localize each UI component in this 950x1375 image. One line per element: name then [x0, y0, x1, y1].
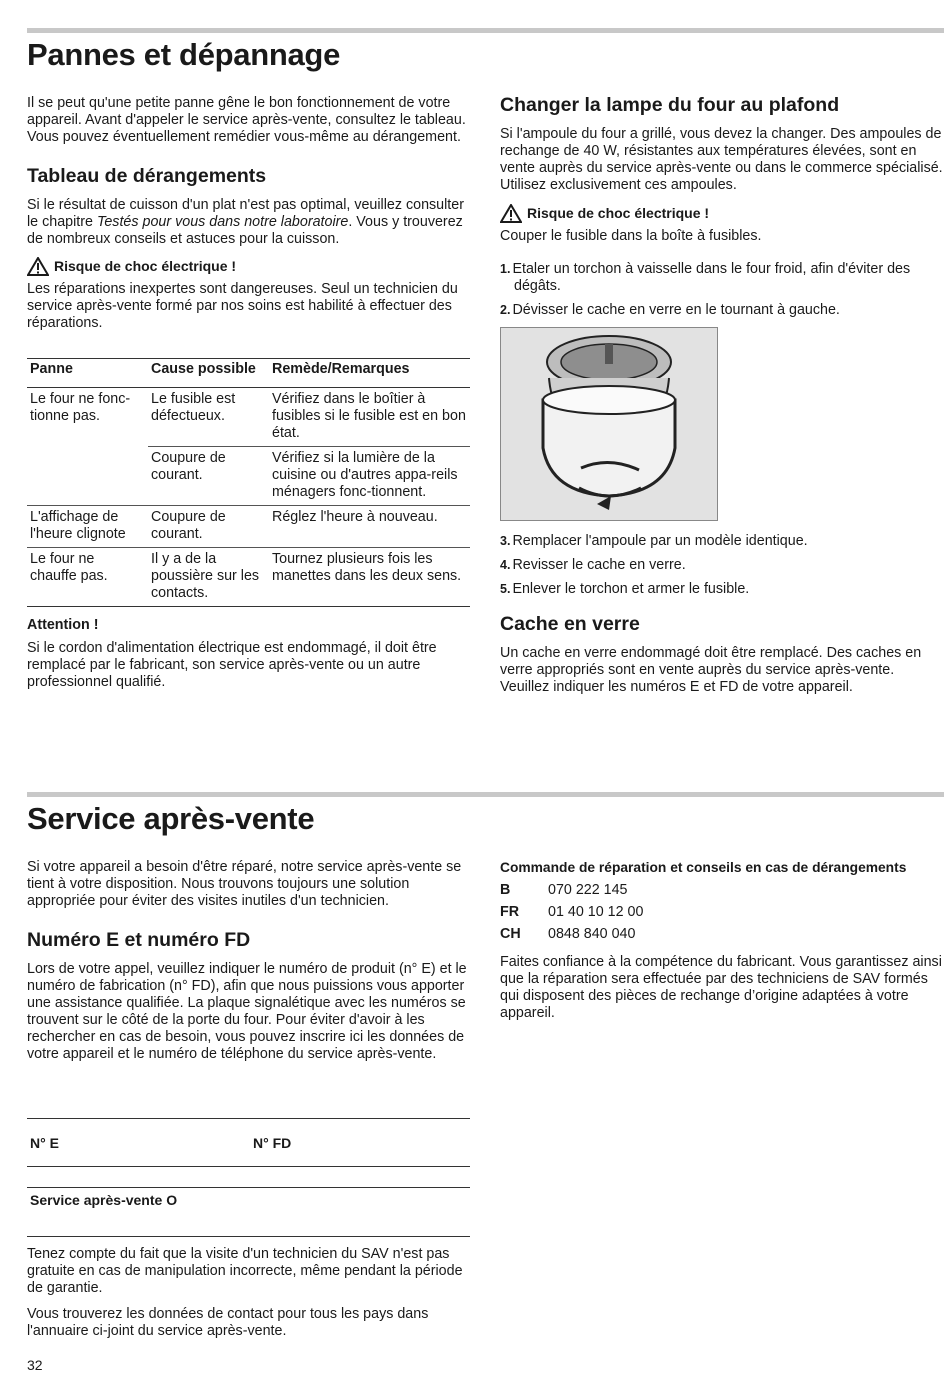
service-label: Service après-vente O — [30, 1192, 178, 1208]
form-line — [27, 1118, 470, 1119]
electric-warning — [27, 257, 472, 276]
attention-text: Si le cordon d'alimentation électrique est endommagé, il doit être remplacé par le fabricant, son service après-vente ou un autre professionnel qualifié. — [27, 640, 437, 690]
table-intro: Si le résultat de cuisson d'un plat n'est pas optimal, veuillez consulter le chapitre Testés pour vous dans notre laboratoire. Vous y trouverez de nombreux conseils et astuces pour la cuisson. — [27, 197, 464, 247]
table-cell: L'affichage de l'heure clignote — [27, 506, 148, 548]
list-item: 2. Dévisser le cache en verre en le tournant à gauche. — [500, 302, 840, 318]
table-cell: Vérifiez si la lumière de la cuisine ou d'autres appa-reils ménagers fonc-tionnent. — [269, 447, 470, 506]
table-row — [27, 548, 470, 607]
list-item: CH 0848 840 040 — [500, 926, 636, 942]
page-title: Pannes et dépannage — [27, 37, 341, 72]
section-divider — [27, 28, 944, 33]
fd-number-label: N° FD — [253, 1135, 292, 1151]
lamp-heading: Changer la lampe du four au plafond — [500, 94, 840, 116]
table-cell: Le four ne chauffe pas. — [27, 548, 148, 607]
service-intro: Si votre appareil a besoin d'être réparé, notre service après-vente se tient à votre disposition. Nous trouvons toujours une solution appropriée pour éviter des visites inutiles d'un technicien. — [27, 859, 462, 909]
trust-text: Faites confiance à la compétence du fabricant. Vous garantissez ainsi que la réparation sera effectuée par des techniciens de SAV formés qui disposent des pièces de rechange d’origine adaptées à votre appareil. — [500, 954, 942, 1021]
e-fd-text: Lors de votre appel, veuillez indiquer le numéro de produit (n° E) et le numéro de fabrication (n° FD), afin que nous puissions vous apporter une assistance qualifiée. La plaque signalétique avec les numéros se trouvent sur le côté de la porte du four. Pour éviter d'avoir à les rechercher en cas de besoin, vous pouvez inscrire ici les données de votre appareil et le numéro de téléphone du service après-vente. — [27, 961, 467, 1062]
list-item: FR 01 40 10 12 00 — [500, 904, 644, 920]
form-line — [27, 1187, 470, 1188]
table-cell: Le fusible est défectueux. — [151, 391, 236, 424]
table-cell — [27, 447, 148, 506]
table-row — [27, 388, 470, 447]
e-number-label: N° E — [30, 1135, 59, 1151]
warning-triangle-icon — [27, 257, 49, 276]
list-item: 1. Etaler un torchon à vaisselle dans le four froid, afin d'éviter des dégâts. — [500, 261, 911, 294]
list-item: 3. Remplacer l'ampoule par un modèle identique. — [500, 533, 808, 549]
table-cell: Vérifiez dans le boîtier à fusibles si le fusible est en bon état. — [272, 391, 466, 441]
e-fd-heading: Numéro E et numéro FD — [27, 929, 251, 951]
table-heading: Tableau de dérangements — [27, 165, 267, 187]
left-column-notes — [27, 1246, 472, 1349]
lamp-cover-image — [501, 328, 717, 520]
left-column — [27, 95, 472, 700]
steps-list — [500, 533, 944, 598]
contacts-heading: Commande de réparation et conseils en cas de dérangements — [500, 860, 907, 875]
table-row — [27, 447, 470, 506]
section-divider — [27, 792, 944, 797]
table-cell: Tournez plusieurs fois les manettes dans les deux sens. — [269, 548, 470, 607]
warning-label: Risque de choc électrique ! — [527, 205, 710, 221]
contact-note: Vous trouverez les données de contact pour tous les pays dans l'annuaire ci-joint du service après-vente. — [27, 1306, 429, 1339]
page-number: 32 — [27, 1357, 43, 1373]
warning-text: Les réparations inexpertes sont dangereuses. Seul un technicien du service après-vente formé par nos soins est habilité à effectuer des réparations. — [27, 281, 458, 331]
intro-paragraph: Il se peut qu'une petite panne gêne le bon fonctionnement de votre appareil. Avant d'appeler le service après-vente, consultez le tableau. Vous pouvez éventuellement remédier vous-même au dérangement. — [27, 95, 466, 145]
warning-triangle-icon — [500, 204, 522, 223]
list-item: B 070 222 145 — [500, 882, 628, 898]
list-item: 5. Enlever le torchon et armer le fusible. — [500, 581, 750, 597]
right-column — [500, 859, 944, 1031]
glass-text: Un cache en verre endommagé doit être remplacé. Des caches en verre appropriés sont en vente auprès du service après-vente. Veuillez indiquer les numéros E et FD de votre appareil. — [500, 645, 922, 695]
lamp-intro: Si l'ampoule du four a grillé, vous devez la changer. Des ampoules de rechange de 40 W, résistantes aux températures élevées, sont en vente auprès du service après-vente ou dans le commerce spécialisé. Utilisez exclusivement ces ampoules. — [500, 126, 943, 193]
table-cell: Coupure de courant. — [148, 506, 269, 548]
warning-label: Risque de choc électrique ! — [54, 258, 237, 274]
electric-warning — [500, 204, 944, 223]
list-item: 4. Revisser le cache en verre. — [500, 557, 686, 573]
warning-text: Couper le fusible dans la boîte à fusibles. — [500, 228, 762, 244]
section-title: Service après-vente — [27, 801, 315, 836]
form-line — [27, 1236, 470, 1237]
lamp-cover-illustration — [500, 327, 718, 521]
table-cell: Coupure de courant. — [148, 447, 269, 506]
right-column — [500, 93, 944, 705]
glass-heading: Cache en verre — [500, 613, 640, 635]
column-header: Remède/Remarques — [269, 359, 470, 388]
table-cell: Il y a de la poussière sur les contacts. — [148, 548, 269, 607]
table-cell: Réglez l'heure à nouveau. — [269, 506, 470, 548]
steps-list — [500, 261, 944, 319]
column-header: Panne — [27, 359, 148, 388]
fault-table — [27, 358, 470, 607]
appliance-data-form — [27, 1118, 470, 1238]
left-column — [27, 859, 472, 1072]
contact-list — [500, 879, 944, 945]
attention-label: Attention ! — [27, 617, 99, 633]
cost-note: Tenez compte du fait que la visite d'un technicien du SAV n'est pas gratuite en cas de manipulation incorrecte, même pendant la période de garantie. — [27, 1246, 463, 1296]
table-cell: Le four ne fonc-tionne pas. — [30, 391, 131, 424]
table-row — [27, 506, 470, 548]
form-line — [27, 1166, 470, 1167]
column-header: Cause possible — [148, 359, 269, 388]
